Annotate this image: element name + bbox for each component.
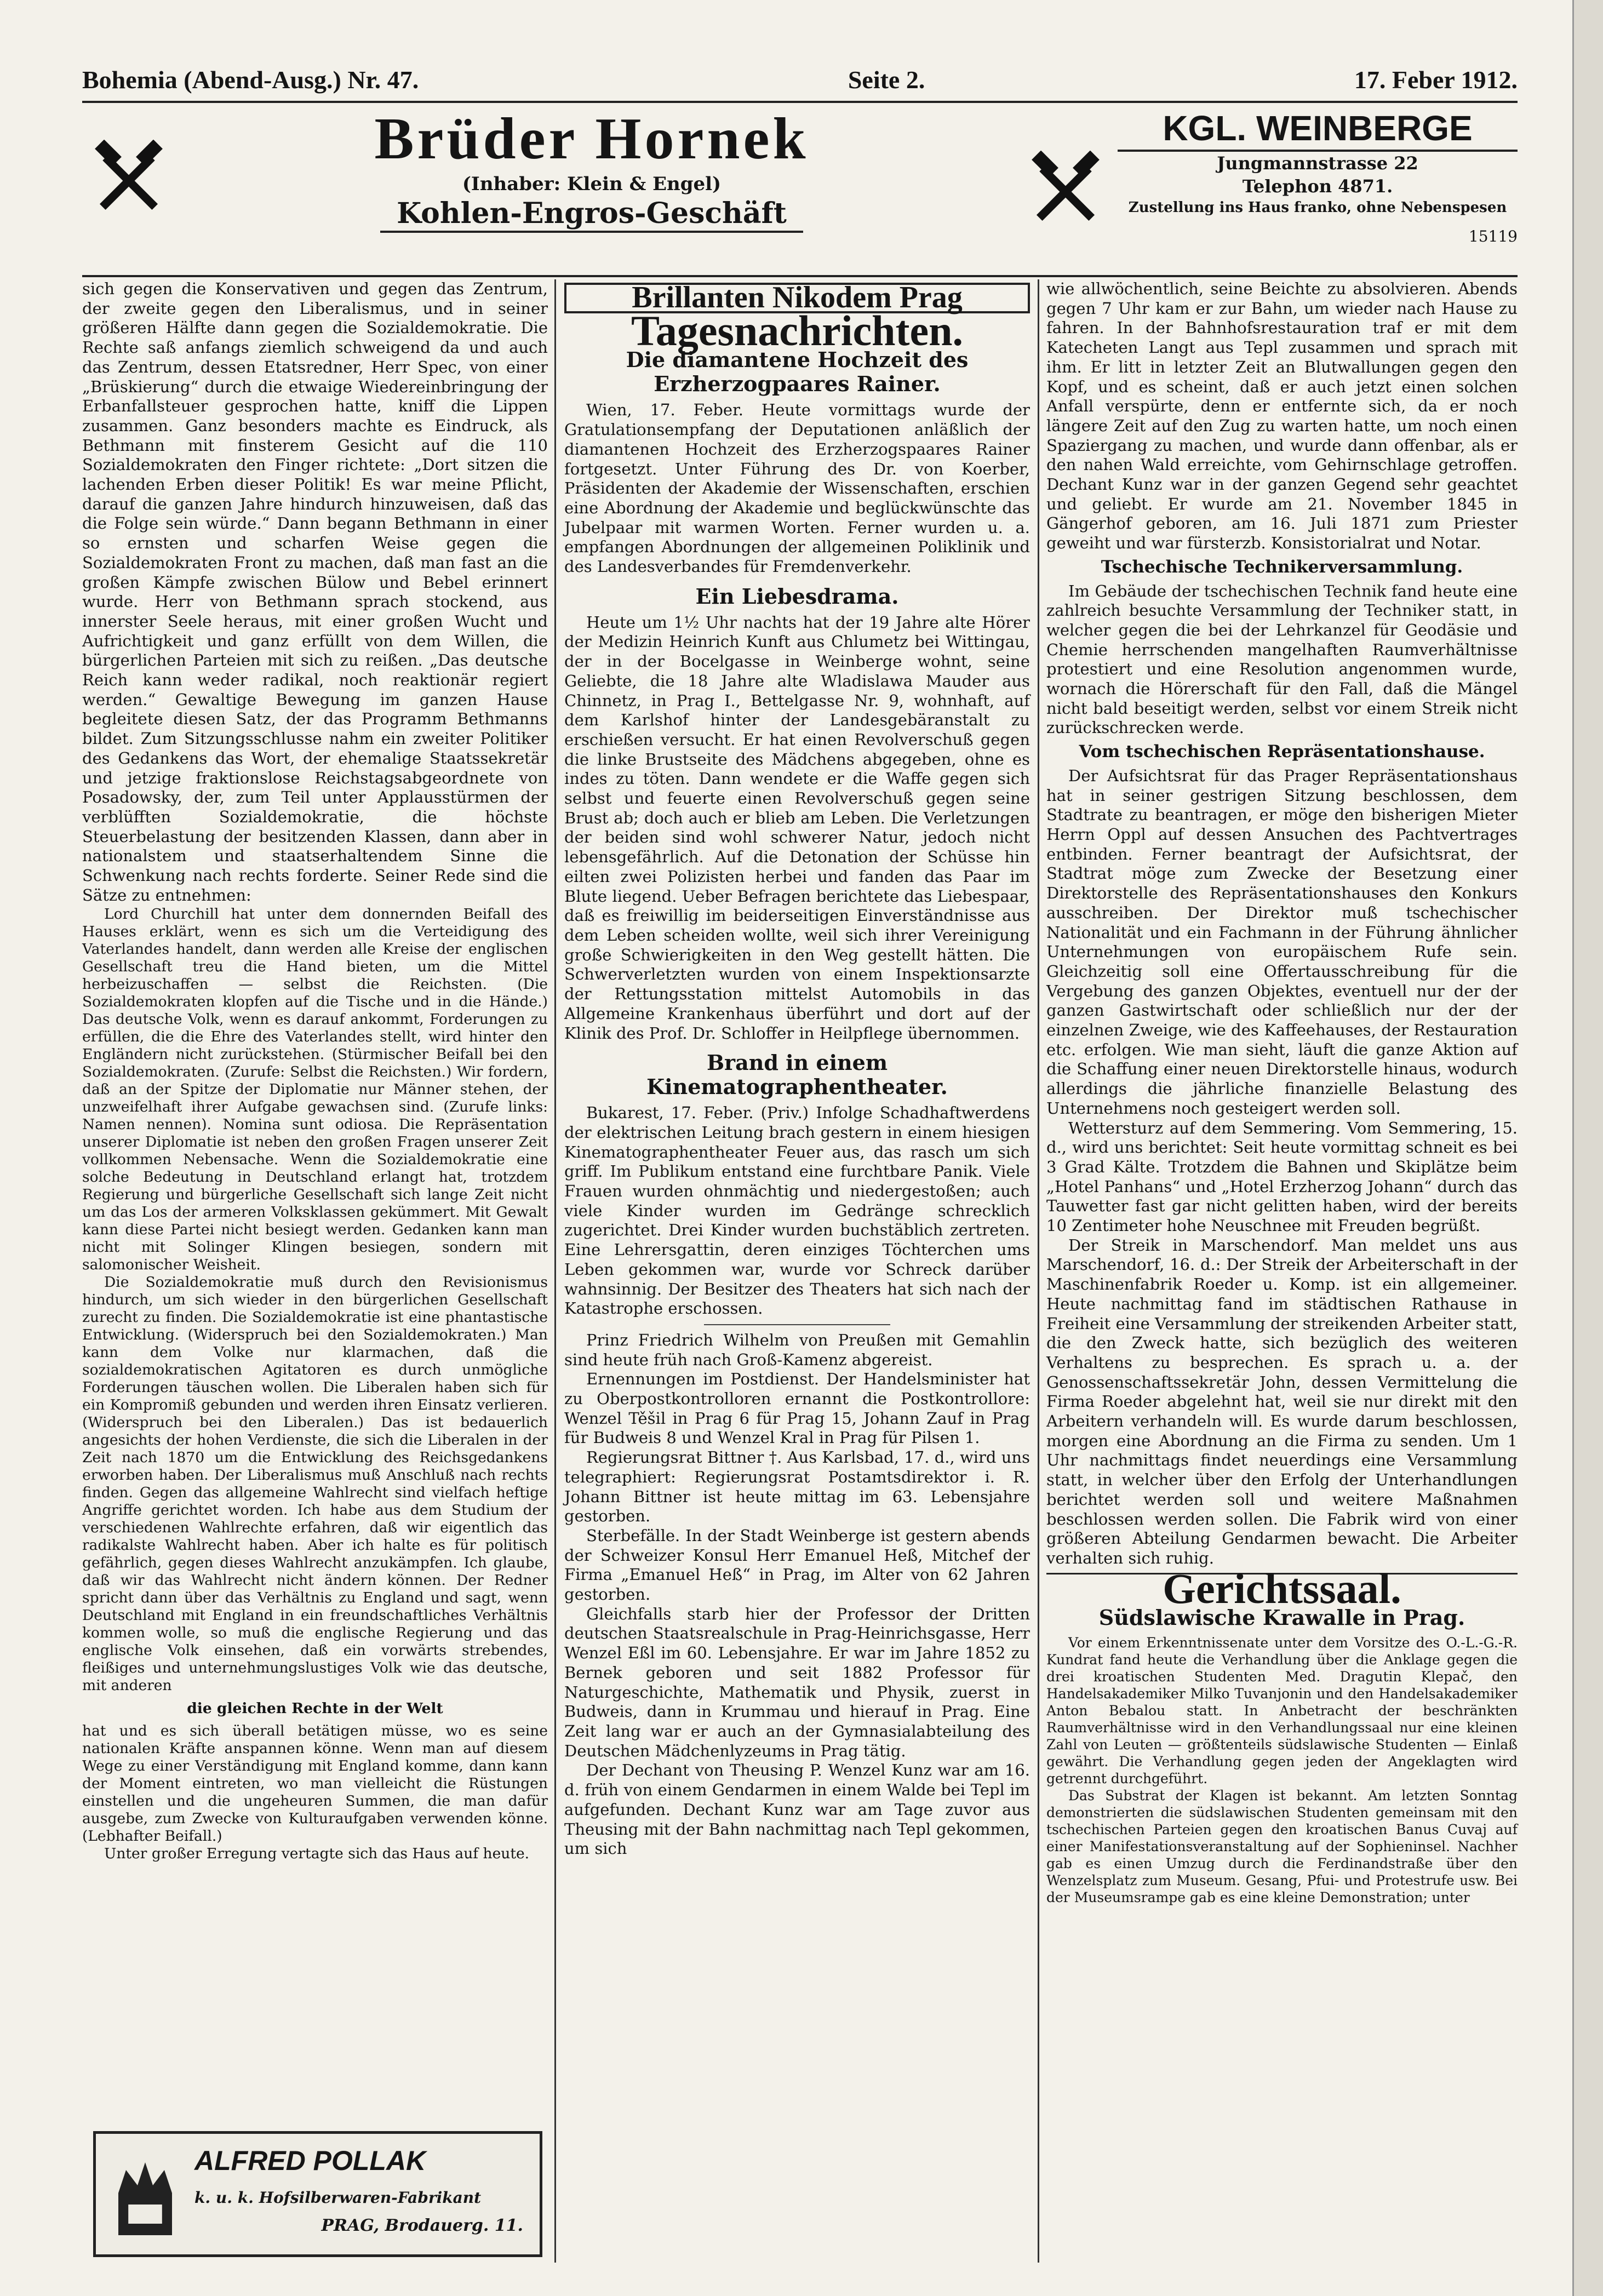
paragraph: Prinz Friedrich Wilhelm von Preußen mit Gemahlin sind heute früh nach Groß-Kamenz abgereist.	[564, 1330, 1030, 1369]
hornek-owner: (Inhaber: Klein & Engel)	[462, 173, 722, 195]
column-divider	[1038, 279, 1039, 2263]
paragraph: Der Aufsichtsrat für das Prager Repräsentationshaus hat in seiner gestrigen Sitzung beschlossen, dem Stadtrate zu beantragen, er möge den bisherigen Mieter Herrn Oppl auf dessen Ansuchen des Pachtvertrages entbinden. Ferner beantragt der Aufsichtsrat, der Stadtrat möge zum Zwecke der Besetzung einer Direktorstelle des Repräsentationshauses den Konkurs ausschreiben. Der Direktor muß tschechischer Nationalität und ein Fachmann in der Führung ähnlicher Unternehmungen von europäischem Rufe sein. Gleichzeitig soll eine Offertausschreibung für die Vergebung des ganzen Objektes, eventuell nur der der ganzen Gastwirtschaft oder schließlich nur der der einzelnen Zweige, wie des Kaffeehauses, der Restauration etc. erfolgen. Wie man sieht, läuft die ganze Aktion auf die Schaffung einer neuen Direktorstelle hinaus, wodurch allerdings die jährliche finanzielle Belastung des Unternehmens noch gesteigert werden soll.	[1046, 766, 1518, 1118]
weinberge-street: Jungmannstrasse 22	[1217, 153, 1418, 174]
header-publication: Bohemia (Abend-Ausg.) Nr. 47.	[82, 65, 419, 94]
pollak-address: PRAG, Brodauerg. 11.	[321, 2216, 523, 2235]
nikodem-banner: Brillanten Nikodem Prag	[564, 283, 1030, 313]
weinberge-ad	[1118, 107, 1518, 217]
ad-strip	[82, 107, 1518, 271]
paragraph: Gleichfalls starb hier der Professor der Dritten deutschen Staatsrealschule in Prag-Heinrichsgasse, Herr Wenzel Eßl im 60. Lebensjahre. Er war im Jahre 1852 zu Bernek geboren und seit 1882 Professor für Naturgeschichte, Mathematik und Physik, zuerst in Budweis, dann in Krummau und hierauf in Prag. Eine Zeit lang war er auch an der Gymnasialabteilung des Deutschen Mädchenlyzeums in Prag tätig.	[564, 1604, 1030, 1760]
paragraph: Unter großer Erregung vertagte sich das Haus auf heute.	[104, 1845, 530, 1863]
hornek-business: Kohlen-Engros-Geschäft	[380, 197, 803, 233]
paragraph: Ernennungen im Postdienst. Der Handelsminister hat zu Oberpostkontrolloren ernannt die Postkontrollore: Wenzel Těšil in Prag 6 für Prag 15, Johann Zauf in Prag für Budweis 8 und Wenzel Kral in Prag für Pilsen 1.	[564, 1370, 1030, 1447]
paragraph: Der Streik in Marschendorf. Man meldet uns aus Marschendorf, 16. d.: Der Streik der Arbeiterschaft in der Maschinenfabrik Roeder u. Komp. ist ein allgemeiner. Heute nachmittag fand im städtischen Rathause in Freiheit eine Versammlung der streikenden Arbeiter statt, die den Zweck hatte, sich bezüglich des weiteren Verhaltens zu besprechen. Es sprach u. a. der Genossenschaftssekretär John, dessen Vermittelung die Firma Roeder abgelehnt hat, weil sie nur direkt mit den Arbeitern verhandeln will. Es wurde darum beschlossen, morgen eine Abordnung an die Firma zu senden. Um 1 Uhr nachmittags findet neuerdings eine Versammlung statt, in welcher über den Erfolg der Unterhandlungen berichtet werden soll und weitere Maßnahmen beschlossen werden sollen. Die Fabrik wird von einer größeren Abteilung Gendarmen bewacht. Die Arbeiter verhalten sich ruhig.	[1046, 1235, 1518, 1567]
column-divider	[554, 279, 556, 2263]
page-edge	[1572, 0, 1603, 2296]
headline: Tschechische Technikerversammlung.	[1101, 557, 1463, 577]
header-date: 17. Feber 1912.	[1354, 65, 1518, 94]
hornek-name: Brüder Hornek	[374, 106, 809, 171]
header-rule	[82, 101, 1518, 103]
paragraph: Die Sozialdemokratie muß durch den Revisionismus hindurch, um sich wieder in den bürgerlichen Gesellschaft zurecht zu finden. Die Sozialdemokratie ist eine phantastische Entwicklung. (Widerspruch bei den Sozialdemokraten.) Man kann dem Volke nur klarmachen, daß die sozialdemokratischen Agitatoren es durch unmögliche Forderungen täuschen wollen. Die Liberalen haben sich für ein Kompromiß gebunden und werden ihren Einsatz verlieren. (Widerspruch bei den Liberalen.) Das ist bedauerlich angesichts der hohen Verdienste, die sich die Liberalen in der Zeit nach 1870 um die Entwicklung des Reichsgedankens erworben haben. Der Liberalismus muß Anschluß nach rechts finden. Gegen das allgemeine Wahlrecht sind vielfach heftige Angriffe gerichtet worden. Ich habe aus dem Studium der verschiedenen Wahlrechte erfahren, daß wir eigentlich das radikalste Wahlrecht haben. Aber ich halte es für politisch gefährlich, gegen dieses Wahlrecht anzukämpfen. Ich glaube, daß wir das Wahlrecht nicht ändern können. Der Redner spricht dann über das Verhältnis zu England und sagt, wenn Deutschland mit England in ein freundschaftliches Verhältnis kommen wolle, so muß die englische Regierung und das englische Volk einsehen, daß ein vorwärts strebendes, fleißiges und unternehmungslustiges Volk wie das deutsche, mit anderen	[82, 1273, 548, 1694]
paragraph: Wettersturz auf dem Semmering. Vom Semmering, 15. d., wird uns berichtet: Seit heute vormittag schneit es bei 3 Grad Kälte. Trotzdem die Bahnen und Skiplätze beim „Hotel Panhans“ und „Hotel Erzherzog Johann“ durch das Tauwetter fast gar nicht gelitten haben, wird der bereits 10 Zentimeter hohe Neuschnee mit Freuden begrüßt.	[1046, 1118, 1518, 1235]
paragraph: Der Dechant von Theusing P. Wenzel Kunz war am 16. d. früh von einem Gendarmen in einem Walde bei Tepl im aufgefunden. Dechant Kunz war am Tage zuvor aus Theusing mit der Bahn nachmittag nach Tepl gekommen, um sich	[564, 1761, 1030, 1858]
weinberge-title: KGL. WEINBERGE	[1118, 107, 1518, 152]
hornek-ad	[164, 107, 1019, 233]
separator	[704, 1324, 890, 1325]
ad-code: 15119	[1468, 227, 1518, 245]
headline: Südslawische Krawalle in Prag.	[1098, 1605, 1465, 1630]
paragraph: hat und es sich überall betätigen müsse, wo es seine nationalen Kräfte anspannen könne. Wenn man auf diesem Wege zu einer Verständigung mit England komme, dann kann der Moment eintreten, wo man vielleicht die Rüstungen einstellen und die ungeheuren Summen, die man dafür ausgebe, zum Zwecke von Kulturaufgaben verwenden könne. (Lebhafter Beifall.)	[82, 1722, 548, 1845]
column-3	[1046, 279, 1518, 1906]
paragraph: wie allwöchentlich, seine Beichte zu absolvieren. Abends gegen 7 Uhr kam er zur Bahn, um wieder nach Hause zu fahren. In der Bahnhofsrestauration traf er mit dem Katecheten Langt aus Tepl zusammen und sprach mit ihm. Er litt in letzter Zeit an Blutwallungen gegen den Kopf, und es scheint, daß er auch jetzt einen solchen Anfall verspürte, denn er entfernte sich, da er noch längere Zeit auf den Zug zu warten hatte, um noch einen Spaziergang zu machen, und wurde dann offenbar, als er den nahen Wald erreichte, vom Gehirnschlage getroffen. Dechant Kunz war in der ganzen Gegend sehr geachtet und geliebt. Er wurde am 21. November 1845 in Gängerhof geboren, am 16. Juli 1871 zum Priester geweiht und war fürsterzb. Konsistorialrat und Notar.	[1046, 279, 1518, 553]
section-title: Tagesnachrichten.	[631, 306, 963, 354]
paragraph: sich gegen die Konservativen und gegen das Zentrum, der zweite gegen den Liberalismus, und in seiner größeren Hälfte dann gegen die Sozialdemokratie. Die Rechte saß anfangs ziemlich schweigend da und auch das Zentrum, dessen Etatsredner, Herr Spec, von einer „Brüskierung“ durch die etwaige Wiedereinbringung der Erbanfallsteuer gesprochen hatte, kniff die Lippen zusammen. Ganz besonders machte es Eindruck, als Bethmann mit finsterem Gesicht auf die 110 Sozialdemokraten den Finger richtete: „Dort sitzen die lachenden Erben dieser Politik! Es war meine Pflicht, darauf die ganzen Jahre hindurch hinzuweisen, daß das die Folge sein würde.“ Dann begann Bethmann in einer so ernsten und scharfen Weise gegen die Sozialdemokraten Front zu machen, daß man fast an die großen Kämpfe zwischen Bülow und Bebel erinnert wurde. Herr von Bethmann sprach stockend, aus innerster Seele heraus, mit einer großen Wucht und Aufrichtigkeit und ganz erfüllt von dem Willen, die bürgerlichen Parteien mit sich zu reißen. „Das deutsche Reich kann weder radikal, noch reaktionär regiert werden.“ Gewaltige Bewegung im ganzen Hause begleitete diesen Satz, der das Programm Bethmanns bildet. Zum Sitzungsschlusse nahm ein zweiter Politiker des Gedankens das Wort, der ehemalige Staatssekretär und jetzige fraktionslose Reichstagsabgeordnete von Posadowsky, der, zum Teil unter Applausstürmen der verblüfften Sozialdemokratie, die höchste Steuerbelastung der besitzenden Klassen, dann aber in nationalstem und staatserhaltendem Sinne die Schwenkung nach rechts forderte. Seiner Rede sind die Sätze zu entnehmen:	[82, 279, 548, 904]
paragraph: Vor einem Erkenntnissenate unter dem Vorsitze des O.-L.-G.-R. Kundrat fand heute die Verhandlung über die Anklage gegen die drei kroatischen Studenten Med. Dragutin Klepač, den Handelsakademiker Milko Tuvanjonin und den Handelsakademiker Anton Bebalou statt. In Anbetracht der beschränkten Raumverhältnisse wird in den Verhandlungssaal nur eine kleinen Zahl von Leuten — größtenteils südslawische Studenten — Einlaß gewährt. Die Verhandlung gegen jeden der Angeklagten wird getrennt durchgeführt.	[1046, 1635, 1518, 1787]
headline: Brand in einem Kinematographentheater.	[646, 1050, 948, 1100]
weinberge-phone: Telephon 4871.	[1242, 176, 1393, 197]
subheading: die gleichen Rechte in der Welt	[187, 1699, 443, 1717]
paragraph: Bukarest, 17. Feber. (Priv.) Infolge Schadhaftwerdens der elektrischen Leitung brach gestern in einem hiesigen Kinematographentheater Feuer aus, das rasch um sich griff. Im Publikum entstand eine furchtbare Panik. Viele Frauen wurden ohnmächtig und niedergestoßen; auch viele Kinder wurden im Gedränge schrecklich zugerichtet. Drei Kinder wurden buchstäblich zertreten. Eine Lehrersgattin, deren einziges Töchterchen ums Leben gekommen war, wurde vor Schreck darüber wahnsinnig. Der Besitzer des Theaters hat sich nach der Katastrophe erschossen.	[564, 1103, 1030, 1318]
headline: Ein Liebesdrama.	[695, 583, 899, 609]
paragraph: Wien, 17. Feber. Heute vormittags wurde der Gratulationsempfang der Deputationen anläßlich der diamantenen Hochzeit des Erzherzogspaares Rainer fortgesetzt. Unter Führung des Dr. von Koerber, Präsidenten der Akademie der Wissenschaften, erschien eine Abordnung der Akademie und beglückwünschte das Jubelpaar mit warmen Worten. Ferner wurden u. a. empfangen Abordnungen der allgemeinen Poliklinik und des Landesverbandes für Fremdenverkehr.	[564, 400, 1030, 576]
paragraph: Das Substrat der Klagen ist bekannt. Am letzten Sonntag demonstrierten die südslawischen Studenten gemeinsam mit den tschechischen Parteien gegen den kroatischen Banus Cuvaj auf einer Manifestationsveranstaltung auf der Sophieninsel. Nachher gab es einen Umzug durch die Ferdinandstraße über den Wenzelsplatz zum Museum. Gesang, Pfui- und Protestrufe usw. Bei der Museumsrampe gab es eine kleine Demonstration; unter	[1046, 1788, 1518, 1906]
column-2	[564, 279, 1030, 1859]
pollak-description: k. u. k. Hofsilberwaren-Fabrikant	[194, 2189, 482, 2207]
section-title: Gerichtssaal.	[1046, 1573, 1518, 1599]
paragraph: Im Gebäude der tschechischen Technik fand heute eine zahlreich besuchte Versammlung der Techniker statt, in welcher gegen die bei der Lehrkanzel für Geodäsie und Chemie herrschenden mangelhaften Raumverhältnisse protestiert und eine Resolution angenommen wurde, wornach die Hörerschaft für den Fall, daß die Mängel nicht bald beseitigt werden, selbst vor einem Streik nicht zurückschrecken werde.	[1046, 581, 1518, 737]
crossed-hammers-icon	[1024, 151, 1107, 233]
newspaper-page	[82, 60, 1518, 2268]
headline: Vom tschechischen Repräsentationshause.	[1079, 742, 1485, 762]
ad-rule	[82, 275, 1518, 277]
paragraph: Sterbefälle. In der Stadt Weinberge ist gestern abends der Schweizer Konsul Herr Emanuel Heß, Mitchef der Firma „Emanuel Heß“ in Prag, im Alter von 62 Jahren gestorben.	[564, 1526, 1030, 1604]
column-1	[82, 279, 548, 1863]
header-page-number: Seite 2.	[848, 65, 925, 94]
crown-emblem-icon	[107, 2150, 184, 2243]
paragraph: Lord Churchill hat unter dem donnernden Beifall des Hauses erklärt, wenn es sich um die Verteidigung des Vaterlandes handelt, dann werden alle Kreise der englischen Gesellschaft treu die Hand bieten, um die Mittel herbeizuschaffen — selbst die Reichsten. (Die Sozialdemokraten klopfen auf die Tische und in die Hände.) Das deutsche Volk, wenn es darauf ankommt, Forderungen zu erfüllen, die die Ehre des Vaterlandes stellt, wird hinter den Engländern nicht zurückstehen. (Stürmischer Beifall bei den Sozialdemokraten. (Zurufe: Selbst die Reichsten.) Wir fordern, daß an der Spitze der Diplomatie nur Männer stehen, der unzweifelhaft ihrer Aufgabe gewachsen sind. (Zurufe links: Namen nennen). Nomina sunt odiosa. Die Repräsentation unserer Diplomatie ist neben den großen Fragen unserer Zeit vollkommen Nebensache. Wenn die Sozialdemokratie eine solche Bedeutung in Deutschland erlangt hat, trotzdem Regierung und bürgerliche Gesellschaft sich lange Zeit nicht um das Los der armeren Volksklassen gekümmert. Mit Gewalt kann diese Partei nicht besiegt werden. Gedanken kann man nicht mit Solinger Klingen besiegen, sondern mit salomonischer Weisheit.	[82, 905, 548, 1273]
weinberge-delivery: Zustellung ins Haus franko, ohne Nebenspesen	[1128, 199, 1507, 216]
headline: Die diamantene Hochzeit des Erzherzogpaares Rainer.	[626, 347, 969, 397]
paragraph: Heute um 1½ Uhr nachts hat der 19 Jahre alte Hörer der Medizin Heinrich Kunft aus Chlumetz bei Wittingau, der in der Bocelgasse in Weinberge wohnt, seine Geliebte, die 18 Jahre alte Wladislawa Mauder aus Chinnetz, in Prag I., Bettelgasse Nr. 9, wohnhaft, auf dem Karlshof hinter der Landesgebäranstalt zu erschießen versucht. Er hat einen Revolverschuß gegen die linke Brustseite des Mädchens abgegeben, ohne es indes zu töten. Dann wendete er die Waffe gegen sich selbst und feuerte einen Revolverschuß gegen seine Brust ab; doch auch er blieb am Leben. Die Verletzungen der beiden sind wohl schwerer Natur, jedoch nicht lebensgefährlich. Auf die Detonation der Schüsse hin eilten zwei Polizisten herbei und fanden das Paar im Blute liegend. Ueber Befragen berichtete das Liebespaar, daß es freiwillig im beiderseitigen Einverständnisse aus dem Leben scheiden wollte, weil sich ihrer Vereinigung große Schwierigkeiten in den Weg gestellt hätten. Die Schwerverletzten wurden von einem Inspektionsarzte der Rettungsstation mittelst Automobils in das Allgemeine Krankenhaus überführt und dort auf der Klinik des Prof. Dr. Schloffer in Heilpflege übernommen.	[564, 612, 1030, 1043]
crossed-hammers-icon	[88, 140, 170, 222]
pollak-name: ALFRED POLLAK	[194, 2145, 426, 2176]
page-header	[82, 60, 1518, 99]
paragraph: Regierungsrat Bittner †. Aus Karlsbad, 17. d., wird uns telegraphiert: Regierungsrat Postamtsdirektor i. R. Johann Bittner ist heute mittag im 63. Lebensjahre gestorben.	[564, 1448, 1030, 1526]
pollak-ad	[93, 2131, 542, 2257]
